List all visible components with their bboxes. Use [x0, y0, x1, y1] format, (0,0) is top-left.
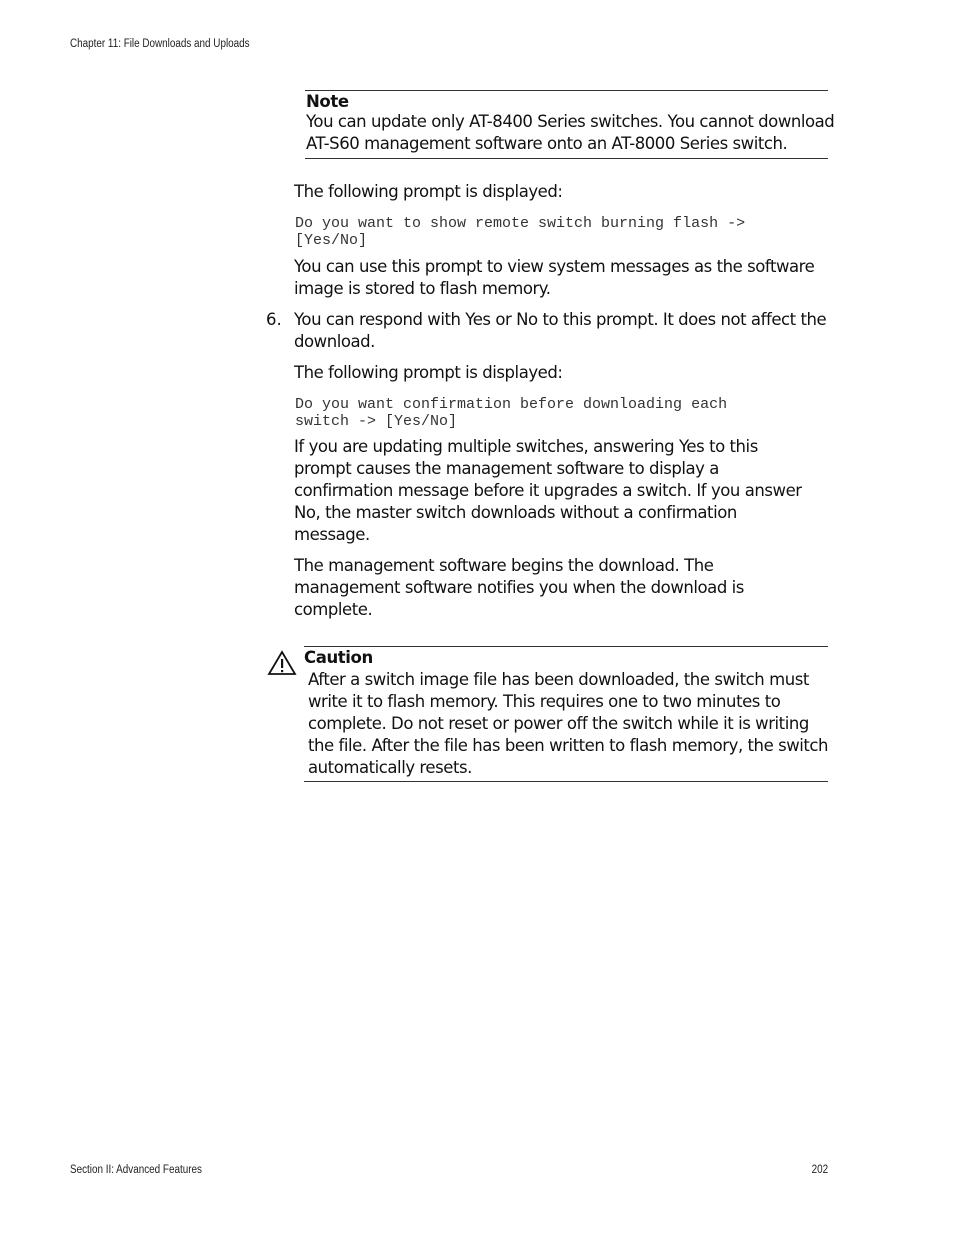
caution-top-rule: [304, 646, 828, 647]
step-number: 6.: [266, 310, 282, 329]
caution-bottom-rule: [304, 781, 828, 782]
caution-label: Caution: [304, 648, 373, 667]
running-header: Chapter 11: File Downloads and Uploads: [70, 38, 250, 50]
download-begin-text: The management software begins the download. The management software notifies you when the download is complete.: [294, 556, 744, 619]
step-6-text: You can respond with Yes or No to this prompt. It does not affect the download.: [294, 310, 827, 351]
prompt-intro-1: The following prompt is displayed:: [294, 182, 563, 201]
running-footer-section: Section II: Advanced Features: [70, 1164, 202, 1176]
caution-text: After a switch image file has been downloaded, the switch must write it to flash memory. This requires one to two minutes to complete. Do not reset or power off the switch while it is writing the file. After the file has been written to flash memory, the switch automatically resets.: [308, 670, 829, 777]
page-number: 202: [811, 1164, 828, 1176]
warning-triangle-icon: [267, 650, 297, 676]
note-label: Note: [306, 92, 349, 111]
prompt-1-explanation: You can use this prompt to view system messages as the software image is stored to flash memory.: [294, 257, 815, 298]
code-prompt-1: Do you want to show remote switch burning flash -> [Yes/No]: [295, 215, 746, 249]
note-bottom-rule: [305, 158, 828, 159]
code-prompt-2: Do you want confirmation before downloading each switch -> [Yes/No]: [295, 396, 728, 430]
prompt-intro-2: The following prompt is displayed:: [294, 363, 563, 382]
note-top-rule: [305, 90, 828, 91]
prompt-2-explanation: If you are updating multiple switches, answering Yes to this prompt causes the management software to display a confirmation message before it upgrades a switch. If you answer No, the master switch downloads without a confirmation message.: [294, 437, 802, 544]
note-text: You can update only AT-8400 Series switches. You cannot download AT-S60 management software onto an AT-8000 Series switch.: [306, 112, 835, 153]
